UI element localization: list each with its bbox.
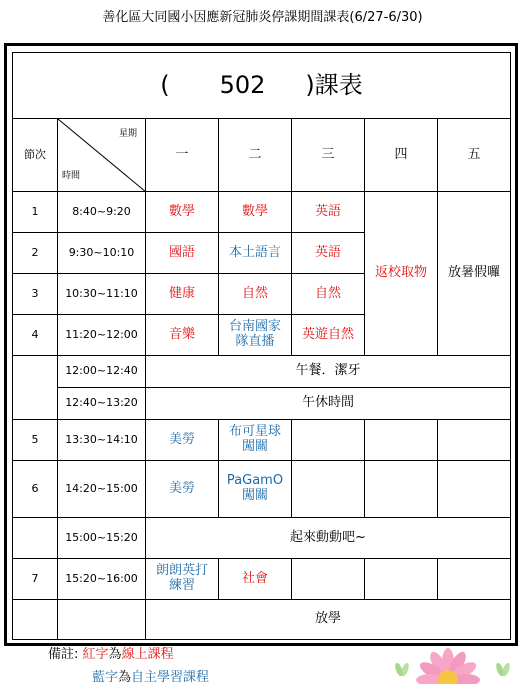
class-title <box>13 53 511 119</box>
class-cell <box>438 461 511 518</box>
day-header-wed: 三 <box>292 119 365 192</box>
day-header-fri: 五 <box>438 119 511 192</box>
class-cell: 英遊自然 <box>292 315 365 356</box>
time-cell <box>58 600 146 640</box>
nap-cell: 午休時間 <box>146 388 511 420</box>
time-cell: 9:30~10:10 <box>58 233 146 274</box>
time-cell: 14:20~15:00 <box>58 461 146 518</box>
class-cell <box>219 461 292 518</box>
note-blue <box>92 666 209 685</box>
period-cell <box>13 356 58 420</box>
time-cell: 10:30~11:10 <box>58 274 146 315</box>
flower-decoration <box>378 640 525 684</box>
thursday-merged-cell: 返校取物 <box>365 192 438 356</box>
class-cell <box>365 420 438 461</box>
class-cell: 自然 <box>219 274 292 315</box>
period-cell: 3 <box>13 274 58 315</box>
class-cell-line: 闖關 <box>241 488 268 503</box>
day-header-tue: 二 <box>219 119 292 192</box>
time-cell: 15:00~15:20 <box>58 518 146 559</box>
class-cell: 美勞 <box>146 461 219 518</box>
class-cell: 健康 <box>146 274 219 315</box>
class-cell: 國語 <box>146 233 219 274</box>
document-title: 善化區大同國小因應新冠肺炎停課期間課表(6/27-6/30) <box>102 10 423 25</box>
class-cell: 自然 <box>292 274 365 315</box>
time-cell: 12:40~13:20 <box>58 388 146 420</box>
class-cell: 本土語言 <box>219 233 292 274</box>
class-cell <box>292 420 365 461</box>
time-cell: 15:20~16:00 <box>58 559 146 600</box>
class-cell <box>365 461 438 518</box>
note-red-tail: 線上課程 <box>121 647 174 662</box>
class-cell <box>292 559 365 600</box>
class-cell-line: 隊直播 <box>235 334 275 349</box>
period-cell <box>13 518 58 559</box>
lunch-cell: 午餐．潔牙 <box>146 356 511 388</box>
class-cell: 社會 <box>219 559 292 600</box>
note-red-word: 紅字 <box>82 647 109 662</box>
class-cell: 數學 <box>146 192 219 233</box>
period-cell: 4 <box>13 315 58 356</box>
class-cell: 音樂 <box>146 315 219 356</box>
class-cell-line: 闖關 <box>241 439 268 454</box>
period-header: 節次 <box>13 119 58 192</box>
class-cell-line: 布可星球 <box>228 424 281 440</box>
class-cell <box>438 420 511 461</box>
period-cell: 5 <box>13 420 58 461</box>
weekday-label: 星期 <box>118 129 137 139</box>
note-blue-mid: 為 <box>118 670 132 685</box>
class-cell <box>219 315 292 356</box>
dismissal-cell: 放學 <box>146 600 511 640</box>
period-cell: 7 <box>13 559 58 600</box>
class-cell: 數學 <box>219 192 292 233</box>
class-cell <box>146 559 219 600</box>
class-cell: 英語 <box>292 192 365 233</box>
friday-merged-cell: 放暑假囉 <box>438 192 511 356</box>
exercise-cell: 起來動動吧~ <box>146 518 511 559</box>
timetable <box>12 52 511 640</box>
class-title-open: ( <box>160 70 170 99</box>
note-red-mid: 為 <box>108 647 122 662</box>
class-number: 502 <box>219 70 266 99</box>
day-header-thu: 四 <box>365 119 438 192</box>
weekday-time-header <box>58 119 146 192</box>
class-cell: 美勞 <box>146 420 219 461</box>
time-cell: 12:00~12:40 <box>58 356 146 388</box>
class-cell-line: 台南國家 <box>228 319 281 335</box>
note-blue-word: 藍字 <box>92 670 119 685</box>
note-label: 備註: <box>48 647 79 662</box>
class-cell: 英語 <box>292 233 365 274</box>
class-cell <box>219 420 292 461</box>
period-cell <box>13 600 58 640</box>
class-cell-line: 練習 <box>168 578 195 593</box>
period-cell: 6 <box>13 461 58 518</box>
class-cell-line: 朗朗英打 <box>155 563 208 579</box>
class-cell <box>292 461 365 518</box>
time-cell: 8:40~9:20 <box>58 192 146 233</box>
class-cell <box>365 559 438 600</box>
class-cell-line: PaGamO <box>226 473 284 489</box>
day-header-mon: 一 <box>146 119 219 192</box>
class-cell <box>438 559 511 600</box>
class-title-close: )課表 <box>305 70 363 99</box>
note-blue-tail: 自主學習課程 <box>131 670 210 685</box>
period-cell: 2 <box>13 233 58 274</box>
time-cell: 13:30~14:10 <box>58 420 146 461</box>
note-red <box>48 643 174 662</box>
time-cell: 11:20~12:00 <box>58 315 146 356</box>
period-cell: 1 <box>13 192 58 233</box>
time-label: 時間 <box>62 170 81 181</box>
